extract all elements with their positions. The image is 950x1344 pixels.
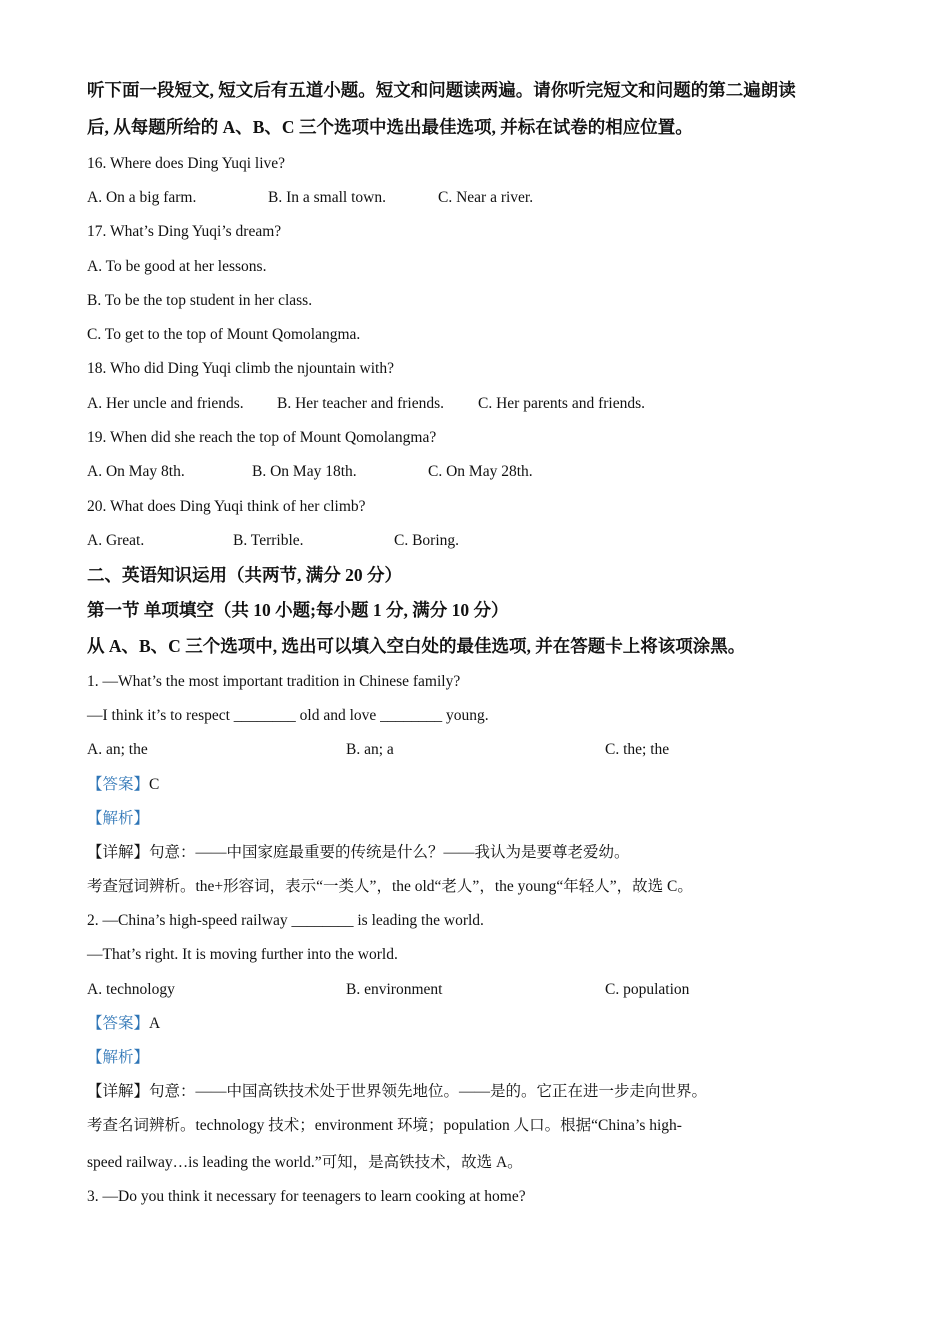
item-number: 3.	[87, 1188, 99, 1205]
answer-label: 【答案】	[87, 776, 150, 793]
part2-heading: 二、英语知识运用（共两节, 满分 20 分）	[87, 565, 402, 585]
option: B. To be the top student in her class.	[87, 292, 313, 309]
option: A. On a big farm.	[87, 189, 197, 206]
question-20-stem: 20. What does Ding Yuqi think of her climb?	[87, 498, 366, 515]
option: C. Boring.	[394, 532, 460, 549]
option-letter: C.	[605, 981, 620, 998]
option-text: population	[619, 981, 690, 998]
item-1-question	[87, 672, 460, 692]
analysis-label: 【解析】	[87, 810, 150, 827]
answer-label: 【答案】	[87, 1015, 150, 1032]
question-17-stem: 17. What’s Ding Yuqi’s dream?	[87, 223, 282, 240]
question-18-options	[87, 394, 867, 414]
detail-text: 句意：——中国家庭最重要的传统是什么？——我认为是要尊老爱幼。	[149, 844, 630, 861]
question-16-options	[87, 188, 867, 208]
option: C. Near a river.	[438, 189, 534, 206]
dialogue-line: —China’s high-speed railway ________ is leading the world.	[98, 912, 484, 929]
question-16-stem: 16. Where does Ding Yuqi live?	[87, 155, 286, 172]
option-letter: B.	[346, 981, 361, 998]
option-text: an; a	[360, 741, 394, 758]
dialogue-line: —I think it’s to respect ________ old and love ________ young.	[87, 707, 489, 724]
option: A. Great.	[87, 532, 145, 549]
option: C. On May 28th.	[428, 463, 533, 480]
explanation: speed railway…is leading the world.”可知，是高铁技术，故选 A。	[87, 1154, 523, 1171]
answer-value: C	[149, 776, 160, 793]
answer-row	[87, 1014, 160, 1034]
option: C. Her parents and friends.	[478, 395, 646, 412]
option: C. To get to the top of Mount Qomolangma.	[87, 326, 361, 343]
item-number: 2.	[87, 912, 99, 929]
option: A. On May 8th.	[87, 463, 185, 480]
option-letter: A.	[87, 741, 103, 758]
detail-row	[87, 843, 630, 863]
option: A. To be good at her lessons.	[87, 258, 267, 275]
dialogue-line: —Do you think it necessary for teenagers to learn cooking at home?	[98, 1188, 526, 1205]
option: B. Terrible.	[233, 532, 304, 549]
answer-row	[87, 775, 159, 795]
option: A. Her uncle and friends.	[87, 395, 244, 412]
option-text: the; the	[619, 741, 670, 758]
option: B. On May 18th.	[252, 463, 357, 480]
listening-instruction-line2: 后, 从每题所给的 A、B、C 三个选项中选出最佳选项, 并标在试卷的相应位置。	[87, 117, 693, 137]
analysis-label: 【解析】	[87, 1049, 150, 1066]
option-letter: C.	[605, 741, 620, 758]
detail-label: 【详解】	[87, 1083, 150, 1100]
item-number: 1.	[87, 673, 99, 690]
option-text: an; the	[102, 741, 148, 758]
explanation: 考查冠词辨析。the+形容词，表示“一类人”，the old“老人”，the young“年轻人”，故选 C。	[87, 878, 693, 895]
detail-label: 【详解】	[87, 844, 150, 861]
listening-instruction-line1: 听下面一段短文, 短文后有五道小题。短文和问题读两遍。请你听完短文和问题的第二遍朗读	[87, 80, 796, 100]
dialogue-line: —What’s the most important tradition in Chinese family?	[98, 673, 461, 690]
option-text: environment	[360, 981, 443, 998]
detail-text: 句意：——中国高铁技术处于世界领先地位。——是的。它正在进一步走向世界。	[149, 1083, 708, 1100]
item-3-question	[87, 1187, 526, 1207]
option: B. Her teacher and friends.	[277, 395, 444, 412]
question-19-stem: 19. When did she reach the top of Mount Qomolangma?	[87, 429, 437, 446]
section1-heading: 第一节 单项填空（共 10 小题;每小题 1 分, 满分 10 分）	[87, 600, 509, 620]
explanation: 考查名词辨析。technology 技术；environment 环境；population 人口。根据“China’s high-	[87, 1117, 682, 1134]
option-text: technology	[102, 981, 175, 998]
answer-value: A	[149, 1015, 161, 1032]
item-2-options	[87, 980, 867, 1000]
question-19-options	[87, 462, 867, 482]
question-18-stem: 18. Who did Ding Yuqi climb the njountain with?	[87, 360, 394, 377]
item-2-question	[87, 911, 484, 931]
option-letter: B.	[346, 741, 361, 758]
question-20-options	[87, 531, 867, 551]
section1-instruction: 从 A、B、C 三个选项中, 选出可以填入空白处的最佳选项, 并在答题卡上将该项涂黑。	[87, 636, 746, 656]
item-1-options	[87, 740, 867, 760]
option: B. In a small town.	[268, 189, 386, 206]
detail-row	[87, 1082, 707, 1102]
dialogue-line: —That’s right. It is moving further into the world.	[87, 946, 398, 963]
option-letter: A.	[87, 981, 103, 998]
